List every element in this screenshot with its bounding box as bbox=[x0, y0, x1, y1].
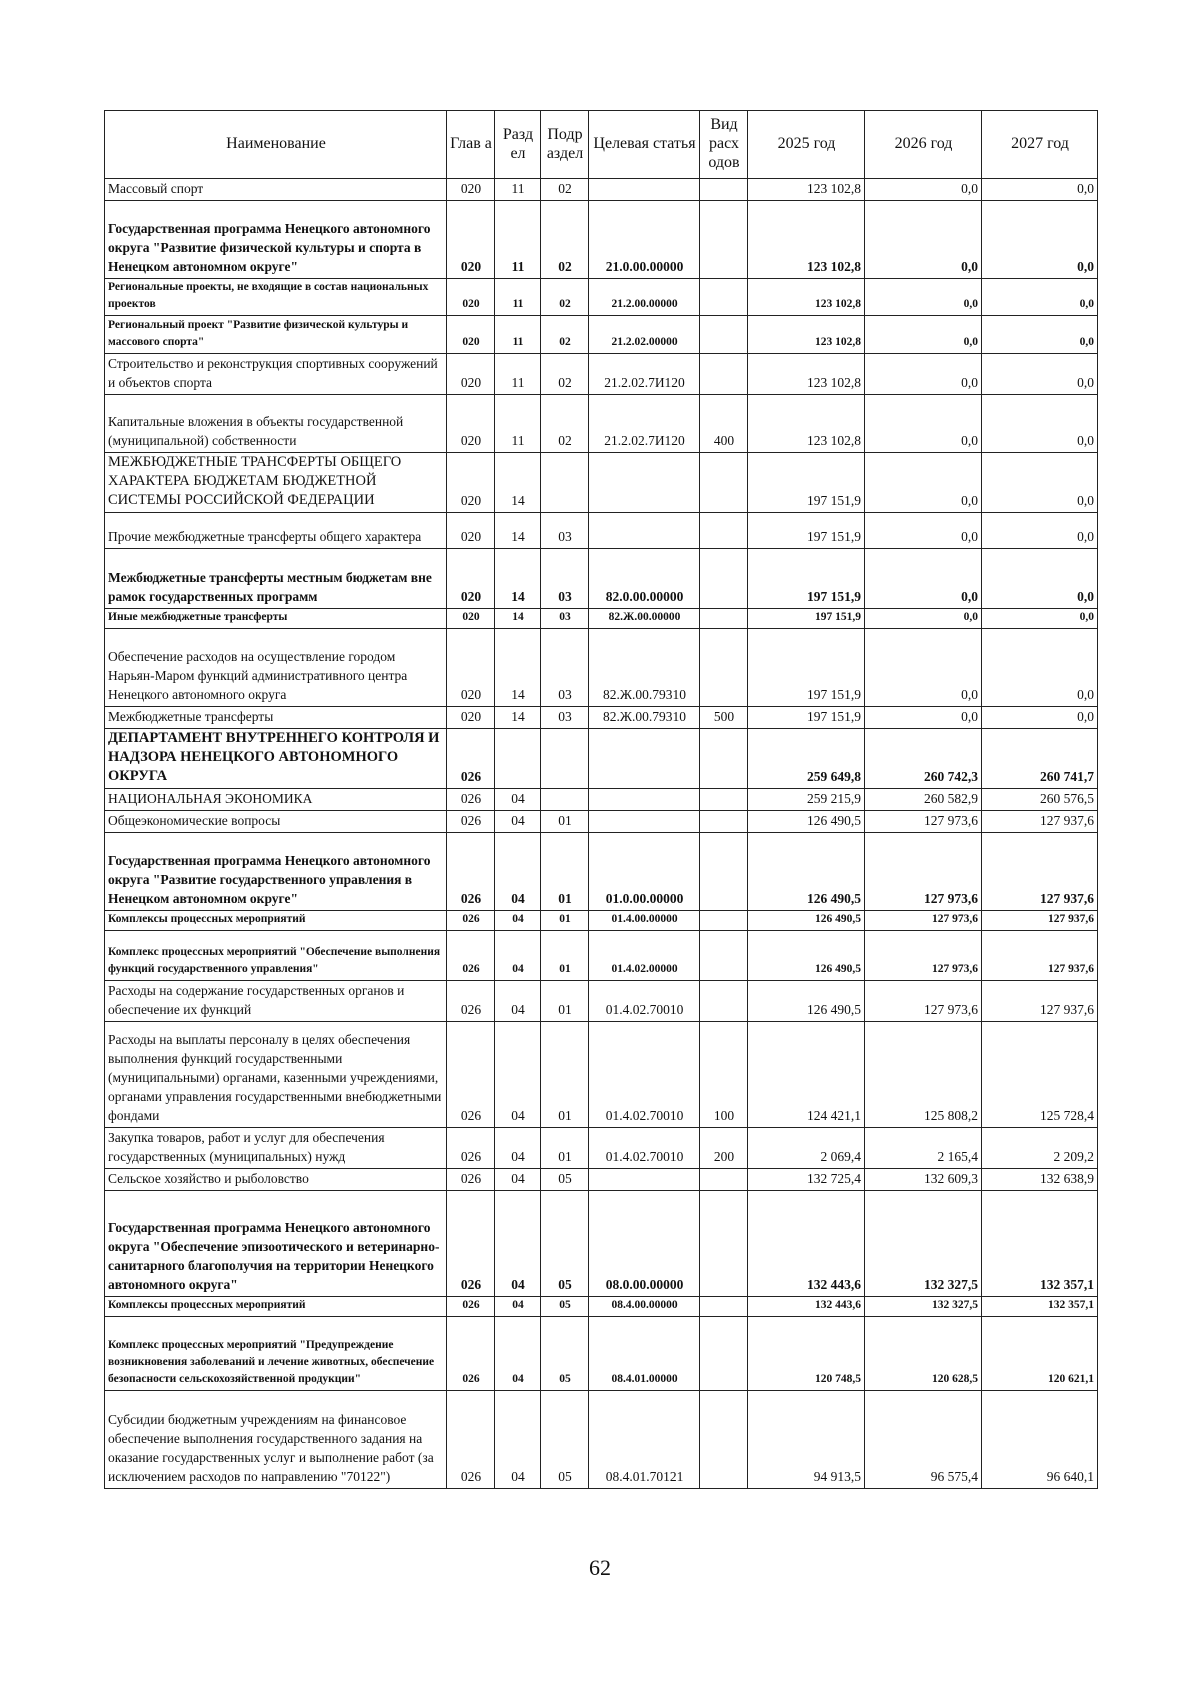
row-vid-cell bbox=[700, 1317, 748, 1391]
row-razdel-cell: 11 bbox=[495, 201, 541, 279]
row-2026-cell: 0,0 bbox=[865, 395, 982, 453]
row-podrazdel-cell: 02 bbox=[541, 395, 589, 453]
row-glava-cell: 026 bbox=[447, 1022, 495, 1128]
row-glava-cell: 020 bbox=[447, 395, 495, 453]
row-2025-cell: 123 102,8 bbox=[748, 395, 865, 453]
row-statya-cell: 82.0.00.00000 bbox=[589, 549, 700, 609]
row-statya-cell bbox=[589, 1169, 700, 1191]
row-2025-cell: 94 913,5 bbox=[748, 1391, 865, 1489]
row-vid-cell bbox=[700, 513, 748, 549]
row-statya-cell: 21.2.00.00000 bbox=[589, 279, 700, 316]
row-statya-cell bbox=[589, 513, 700, 549]
row-2026-cell: 0,0 bbox=[865, 609, 982, 629]
row-name-cell: Комплексы процессных мероприятий bbox=[105, 911, 447, 931]
row-2027-cell: 0,0 bbox=[982, 629, 1098, 707]
table-row bbox=[105, 316, 1098, 354]
row-razdel-cell: 14 bbox=[495, 629, 541, 707]
row-name-cell: Субсидии бюджетным учреждениям на финансовое обеспечение выполнения государственного задания на оказание государственных услуг и выполнение работ (за исключением расходов по направлению "70122") bbox=[105, 1391, 447, 1489]
row-2027-cell: 127 937,6 bbox=[982, 981, 1098, 1022]
row-2027-cell: 0,0 bbox=[982, 354, 1098, 395]
row-2027-cell: 0,0 bbox=[982, 453, 1098, 513]
row-vid-cell bbox=[700, 911, 748, 931]
row-2026-cell: 260 742,3 bbox=[865, 729, 982, 789]
row-2027-cell: 127 937,6 bbox=[982, 833, 1098, 911]
row-2025-cell: 126 490,5 bbox=[748, 931, 865, 981]
row-podrazdel-cell: 01 bbox=[541, 811, 589, 833]
row-glava-cell: 026 bbox=[447, 1297, 495, 1317]
row-vid-cell bbox=[700, 789, 748, 811]
row-vid-cell bbox=[700, 354, 748, 395]
row-glava-cell: 020 bbox=[447, 707, 495, 729]
row-podrazdel-cell bbox=[541, 453, 589, 513]
row-2027-cell: 132 638,9 bbox=[982, 1169, 1098, 1191]
row-2027-cell: 132 357,1 bbox=[982, 1297, 1098, 1317]
row-razdel-cell: 14 bbox=[495, 453, 541, 513]
row-vid-cell bbox=[700, 201, 748, 279]
row-2027-cell: 0,0 bbox=[982, 609, 1098, 629]
row-statya-cell: 08.4.01.00000 bbox=[589, 1317, 700, 1391]
row-2026-cell: 0,0 bbox=[865, 201, 982, 279]
row-statya-cell: 08.4.01.70121 bbox=[589, 1391, 700, 1489]
row-name-cell: Закупка товаров, работ и услуг для обеспечения государственных (муниципальных) нужд bbox=[105, 1128, 447, 1169]
row-2026-cell: 127 973,6 bbox=[865, 811, 982, 833]
row-vid-cell bbox=[700, 833, 748, 911]
row-podrazdel-cell: 05 bbox=[541, 1297, 589, 1317]
table-row bbox=[105, 1391, 1098, 1489]
table-row bbox=[105, 729, 1098, 789]
row-2025-cell: 123 102,8 bbox=[748, 316, 865, 354]
row-2025-cell: 259 649,8 bbox=[748, 729, 865, 789]
table-row bbox=[105, 1297, 1098, 1317]
table-row bbox=[105, 549, 1098, 609]
table-row bbox=[105, 513, 1098, 549]
row-name-cell: МЕЖБЮДЖЕТНЫЕ ТРАНСФЕРТЫ ОБЩЕГО ХАРАКТЕРА БЮДЖЕТАМ БЮДЖЕТНОЙ СИСТЕМЫ РОССИЙСКОЙ ФЕДЕРАЦИИ bbox=[105, 453, 447, 513]
row-2025-cell: 120 748,5 bbox=[748, 1317, 865, 1391]
row-razdel-cell: 11 bbox=[495, 316, 541, 354]
row-2026-cell: 125 808,2 bbox=[865, 1022, 982, 1128]
row-name-cell: Массовый спорт bbox=[105, 179, 447, 201]
row-glava-cell: 026 bbox=[447, 833, 495, 911]
row-2026-cell: 0,0 bbox=[865, 279, 982, 316]
row-glava-cell: 026 bbox=[447, 1391, 495, 1489]
row-2025-cell: 132 725,4 bbox=[748, 1169, 865, 1191]
row-2026-cell: 0,0 bbox=[865, 707, 982, 729]
row-glava-cell: 026 bbox=[447, 931, 495, 981]
row-2025-cell: 124 421,1 bbox=[748, 1022, 865, 1128]
row-statya-cell: 21.0.00.00000 bbox=[589, 201, 700, 279]
row-podrazdel-cell: 01 bbox=[541, 1022, 589, 1128]
table-row bbox=[105, 1191, 1098, 1297]
row-vid-cell bbox=[700, 1191, 748, 1297]
row-2025-cell: 197 151,9 bbox=[748, 707, 865, 729]
row-glava-cell: 020 bbox=[447, 513, 495, 549]
header-glava: Глав а bbox=[447, 111, 495, 179]
row-razdel-cell: 04 bbox=[495, 911, 541, 931]
header-2026: 2026 год bbox=[865, 111, 982, 179]
table-row bbox=[105, 1128, 1098, 1169]
row-name-cell: Региональный проект "Развитие физической культуры и массового спорта" bbox=[105, 316, 447, 354]
row-podrazdel-cell: 05 bbox=[541, 1191, 589, 1297]
row-podrazdel-cell: 03 bbox=[541, 629, 589, 707]
row-vid-cell bbox=[700, 729, 748, 789]
row-2026-cell: 96 575,4 bbox=[865, 1391, 982, 1489]
table-row bbox=[105, 981, 1098, 1022]
table-row bbox=[105, 201, 1098, 279]
row-name-cell: НАЦИОНАЛЬНАЯ ЭКОНОМИКА bbox=[105, 789, 447, 811]
row-vid-cell: 200 bbox=[700, 1128, 748, 1169]
row-name-cell: Комплексы процессных мероприятий bbox=[105, 1297, 447, 1317]
row-podrazdel-cell: 02 bbox=[541, 354, 589, 395]
row-2026-cell: 2 165,4 bbox=[865, 1128, 982, 1169]
row-glava-cell: 026 bbox=[447, 1169, 495, 1191]
row-razdel-cell: 11 bbox=[495, 354, 541, 395]
row-razdel-cell: 11 bbox=[495, 279, 541, 316]
row-podrazdel-cell: 03 bbox=[541, 549, 589, 609]
row-statya-cell: 21.2.02.7И120 bbox=[589, 395, 700, 453]
row-podrazdel-cell: 05 bbox=[541, 1391, 589, 1489]
table-row bbox=[105, 811, 1098, 833]
table-row bbox=[105, 1022, 1098, 1128]
row-2027-cell: 0,0 bbox=[982, 179, 1098, 201]
row-name-cell: Прочие межбюджетные трансферты общего характера bbox=[105, 513, 447, 549]
header-2027: 2027 год bbox=[982, 111, 1098, 179]
row-2026-cell: 0,0 bbox=[865, 453, 982, 513]
row-statya-cell: 01.0.00.00000 bbox=[589, 833, 700, 911]
header-statya: Целевая статья bbox=[589, 111, 700, 179]
row-2025-cell: 259 215,9 bbox=[748, 789, 865, 811]
row-2025-cell: 126 490,5 bbox=[748, 981, 865, 1022]
table-row bbox=[105, 931, 1098, 981]
row-podrazdel-cell: 02 bbox=[541, 179, 589, 201]
row-razdel-cell: 04 bbox=[495, 1169, 541, 1191]
table-row bbox=[105, 453, 1098, 513]
row-2026-cell: 132 609,3 bbox=[865, 1169, 982, 1191]
row-statya-cell: 21.2.02.00000 bbox=[589, 316, 700, 354]
row-razdel-cell: 11 bbox=[495, 179, 541, 201]
row-razdel-cell: 04 bbox=[495, 981, 541, 1022]
row-statya-cell: 08.0.00.00000 bbox=[589, 1191, 700, 1297]
row-razdel-cell: 04 bbox=[495, 1391, 541, 1489]
row-2025-cell: 197 151,9 bbox=[748, 549, 865, 609]
row-podrazdel-cell: 02 bbox=[541, 201, 589, 279]
row-name-cell: Обеспечение расходов на осуществление городом Нарьян-Маром функций административного центра Ненецкого автономного округа bbox=[105, 629, 447, 707]
row-podrazdel-cell: 03 bbox=[541, 513, 589, 549]
row-statya-cell: 08.4.00.00000 bbox=[589, 1297, 700, 1317]
page-number: 62 bbox=[589, 1555, 611, 1580]
row-vid-cell: 500 bbox=[700, 707, 748, 729]
row-2027-cell: 120 621,1 bbox=[982, 1317, 1098, 1391]
row-razdel-cell: 04 bbox=[495, 931, 541, 981]
row-podrazdel-cell: 03 bbox=[541, 609, 589, 629]
row-2027-cell: 260 741,7 bbox=[982, 729, 1098, 789]
row-glava-cell: 020 bbox=[447, 629, 495, 707]
row-name-cell: Межбюджетные трансферты bbox=[105, 707, 447, 729]
row-glava-cell: 020 bbox=[447, 201, 495, 279]
budget-table bbox=[104, 110, 1098, 1489]
row-2025-cell: 2 069,4 bbox=[748, 1128, 865, 1169]
row-2025-cell: 123 102,8 bbox=[748, 354, 865, 395]
row-name-cell: Расходы на выплаты персоналу в целях обеспечения выполнения функций государственными (муниципальными) органами, казенными учреждениями, органами управления государственными внебюджетными фондами bbox=[105, 1022, 447, 1128]
row-vid-cell: 100 bbox=[700, 1022, 748, 1128]
row-vid-cell bbox=[700, 1391, 748, 1489]
row-2027-cell: 260 576,5 bbox=[982, 789, 1098, 811]
row-glava-cell: 026 bbox=[447, 981, 495, 1022]
row-name-cell: Капитальные вложения в объекты государственной (муниципальной) собственности bbox=[105, 395, 447, 453]
row-2026-cell: 0,0 bbox=[865, 354, 982, 395]
row-statya-cell: 82.Ж.00.00000 bbox=[589, 609, 700, 629]
row-name-cell: ДЕПАРТАМЕНТ ВНУТРЕННЕГО КОНТРОЛЯ И НАДЗОРА НЕНЕЦКОГО АВТОНОМНОГО ОКРУГА bbox=[105, 729, 447, 789]
row-podrazdel-cell: 03 bbox=[541, 707, 589, 729]
row-podrazdel-cell bbox=[541, 789, 589, 811]
row-statya-cell: 01.4.02.70010 bbox=[589, 1128, 700, 1169]
row-2026-cell: 0,0 bbox=[865, 629, 982, 707]
row-2027-cell: 0,0 bbox=[982, 316, 1098, 354]
row-2025-cell: 123 102,8 bbox=[748, 201, 865, 279]
row-2027-cell: 2 209,2 bbox=[982, 1128, 1098, 1169]
header-vid: Вид расх одов bbox=[700, 111, 748, 179]
row-razdel-cell: 04 bbox=[495, 1317, 541, 1391]
row-2025-cell: 197 151,9 bbox=[748, 609, 865, 629]
row-2025-cell: 132 443,6 bbox=[748, 1297, 865, 1317]
row-vid-cell bbox=[700, 179, 748, 201]
row-razdel-cell: 04 bbox=[495, 833, 541, 911]
row-name-cell: Комплекс процессных мероприятий "Обеспечение выполнения функций государственного управления" bbox=[105, 931, 447, 981]
header-2025: 2025 год bbox=[748, 111, 865, 179]
row-2026-cell: 132 327,5 bbox=[865, 1297, 982, 1317]
row-glava-cell: 020 bbox=[447, 316, 495, 354]
row-vid-cell bbox=[700, 629, 748, 707]
row-glava-cell: 020 bbox=[447, 179, 495, 201]
row-vid-cell bbox=[700, 981, 748, 1022]
table-row bbox=[105, 833, 1098, 911]
row-glava-cell: 026 bbox=[447, 811, 495, 833]
row-statya-cell bbox=[589, 789, 700, 811]
row-name-cell: Государственная программа Ненецкого автономного округа "Обеспечение эпизоотического и ветеринарно-санитарного благополучия на территории Ненецкого автономного округа" bbox=[105, 1191, 447, 1297]
row-statya-cell: 01.4.02.70010 bbox=[589, 981, 700, 1022]
row-glava-cell: 020 bbox=[447, 609, 495, 629]
row-name-cell: Комплекс процессных мероприятий "Предупреждение возникновения заболеваний и лечение животных, обеспечение безопасности сельскохозяйственной продукции" bbox=[105, 1317, 447, 1391]
row-vid-cell bbox=[700, 549, 748, 609]
table-body bbox=[105, 179, 1098, 1489]
row-2025-cell: 197 151,9 bbox=[748, 629, 865, 707]
table-row bbox=[105, 1317, 1098, 1391]
row-2025-cell: 126 490,5 bbox=[748, 833, 865, 911]
row-2026-cell: 0,0 bbox=[865, 316, 982, 354]
row-statya-cell: 01.4.00.00000 bbox=[589, 911, 700, 931]
row-statya-cell bbox=[589, 179, 700, 201]
row-glava-cell: 026 bbox=[447, 729, 495, 789]
row-glava-cell: 026 bbox=[447, 911, 495, 931]
row-vid-cell bbox=[700, 279, 748, 316]
row-vid-cell bbox=[700, 1297, 748, 1317]
row-razdel-cell: 04 bbox=[495, 811, 541, 833]
row-2027-cell: 96 640,1 bbox=[982, 1391, 1098, 1489]
row-glava-cell: 026 bbox=[447, 1317, 495, 1391]
header-podrazdel: Подр аздел bbox=[541, 111, 589, 179]
row-podrazdel-cell: 01 bbox=[541, 833, 589, 911]
row-razdel-cell: 11 bbox=[495, 395, 541, 453]
row-name-cell: Расходы на содержание государственных органов и обеспечение их функций bbox=[105, 981, 447, 1022]
row-2027-cell: 0,0 bbox=[982, 707, 1098, 729]
row-podrazdel-cell: 01 bbox=[541, 931, 589, 981]
row-2026-cell: 120 628,5 bbox=[865, 1317, 982, 1391]
row-podrazdel-cell bbox=[541, 729, 589, 789]
row-glava-cell: 026 bbox=[447, 789, 495, 811]
row-razdel-cell: 04 bbox=[495, 1022, 541, 1128]
row-razdel-cell: 14 bbox=[495, 609, 541, 629]
row-statya-cell: 82.Ж.00.79310 bbox=[589, 707, 700, 729]
row-2027-cell: 0,0 bbox=[982, 513, 1098, 549]
row-statya-cell bbox=[589, 729, 700, 789]
row-2025-cell: 126 490,5 bbox=[748, 911, 865, 931]
row-podrazdel-cell: 01 bbox=[541, 981, 589, 1022]
row-name-cell: Государственная программа Ненецкого автономного округа "Развитие государственного управления в Ненецком автономном округе" bbox=[105, 833, 447, 911]
row-glava-cell: 020 bbox=[447, 453, 495, 513]
row-vid-cell bbox=[700, 1169, 748, 1191]
row-2026-cell: 0,0 bbox=[865, 549, 982, 609]
header-name: Наименование bbox=[105, 111, 447, 179]
row-razdel-cell: 14 bbox=[495, 549, 541, 609]
row-podrazdel-cell: 02 bbox=[541, 316, 589, 354]
header-row bbox=[105, 111, 1098, 179]
row-statya-cell: 01.4.02.70010 bbox=[589, 1022, 700, 1128]
row-2025-cell: 126 490,5 bbox=[748, 811, 865, 833]
row-vid-cell bbox=[700, 811, 748, 833]
row-razdel-cell: 04 bbox=[495, 1191, 541, 1297]
row-2027-cell: 0,0 bbox=[982, 279, 1098, 316]
row-razdel-cell bbox=[495, 729, 541, 789]
row-name-cell: Иные межбюджетные трансферты bbox=[105, 609, 447, 629]
header-razdel: Разд ел bbox=[495, 111, 541, 179]
row-name-cell: Межбюджетные трансферты местным бюджетам вне рамок государственных программ bbox=[105, 549, 447, 609]
row-2026-cell: 127 973,6 bbox=[865, 833, 982, 911]
table-row bbox=[105, 279, 1098, 316]
row-vid-cell bbox=[700, 609, 748, 629]
table-row bbox=[105, 789, 1098, 811]
row-glava-cell: 020 bbox=[447, 279, 495, 316]
row-name-cell: Региональные проекты, не входящие в состав национальных проектов bbox=[105, 279, 447, 316]
row-podrazdel-cell: 01 bbox=[541, 1128, 589, 1169]
row-2027-cell: 127 937,6 bbox=[982, 811, 1098, 833]
row-statya-cell: 82.Ж.00.79310 bbox=[589, 629, 700, 707]
row-razdel-cell: 04 bbox=[495, 789, 541, 811]
row-2025-cell: 197 151,9 bbox=[748, 513, 865, 549]
row-podrazdel-cell: 05 bbox=[541, 1169, 589, 1191]
row-glava-cell: 026 bbox=[447, 1191, 495, 1297]
table-row bbox=[105, 609, 1098, 629]
row-statya-cell: 21.2.02.7И120 bbox=[589, 354, 700, 395]
row-2027-cell: 127 937,6 bbox=[982, 911, 1098, 931]
row-razdel-cell: 14 bbox=[495, 513, 541, 549]
row-vid-cell bbox=[700, 316, 748, 354]
row-2027-cell: 0,0 bbox=[982, 549, 1098, 609]
row-name-cell: Строительство и реконструкция спортивных сооружений и объектов спорта bbox=[105, 354, 447, 395]
row-statya-cell: 01.4.02.00000 bbox=[589, 931, 700, 981]
row-2026-cell: 0,0 bbox=[865, 179, 982, 201]
row-vid-cell bbox=[700, 931, 748, 981]
row-2025-cell: 123 102,8 bbox=[748, 279, 865, 316]
row-2026-cell: 127 973,6 bbox=[865, 931, 982, 981]
table-row bbox=[105, 179, 1098, 201]
row-2026-cell: 0,0 bbox=[865, 513, 982, 549]
table-row bbox=[105, 395, 1098, 453]
row-podrazdel-cell: 05 bbox=[541, 1317, 589, 1391]
row-statya-cell bbox=[589, 453, 700, 513]
row-statya-cell bbox=[589, 811, 700, 833]
row-2027-cell: 0,0 bbox=[982, 395, 1098, 453]
row-name-cell: Государственная программа Ненецкого автономного округа "Развитие физической культуры и спорта в Ненецком автономном округе" bbox=[105, 201, 447, 279]
row-glava-cell: 020 bbox=[447, 549, 495, 609]
row-razdel-cell: 04 bbox=[495, 1128, 541, 1169]
row-2025-cell: 123 102,8 bbox=[748, 179, 865, 201]
row-vid-cell: 400 bbox=[700, 395, 748, 453]
row-2026-cell: 127 973,6 bbox=[865, 981, 982, 1022]
row-name-cell: Общеэкономические вопросы bbox=[105, 811, 447, 833]
row-2027-cell: 0,0 bbox=[982, 201, 1098, 279]
row-2027-cell: 132 357,1 bbox=[982, 1191, 1098, 1297]
table-row bbox=[105, 354, 1098, 395]
row-2027-cell: 125 728,4 bbox=[982, 1022, 1098, 1128]
row-2025-cell: 197 151,9 bbox=[748, 453, 865, 513]
table-row bbox=[105, 911, 1098, 931]
row-glava-cell: 026 bbox=[447, 1128, 495, 1169]
table-row bbox=[105, 707, 1098, 729]
row-podrazdel-cell: 01 bbox=[541, 911, 589, 931]
row-2026-cell: 127 973,6 bbox=[865, 911, 982, 931]
row-2027-cell: 127 937,6 bbox=[982, 931, 1098, 981]
row-2026-cell: 132 327,5 bbox=[865, 1191, 982, 1297]
row-podrazdel-cell: 02 bbox=[541, 279, 589, 316]
row-glava-cell: 020 bbox=[447, 354, 495, 395]
table-row bbox=[105, 629, 1098, 707]
row-razdel-cell: 14 bbox=[495, 707, 541, 729]
row-razdel-cell: 04 bbox=[495, 1297, 541, 1317]
row-2026-cell: 260 582,9 bbox=[865, 789, 982, 811]
table-row bbox=[105, 1169, 1098, 1191]
row-2025-cell: 132 443,6 bbox=[748, 1191, 865, 1297]
row-vid-cell bbox=[700, 453, 748, 513]
row-name-cell: Сельское хозяйство и рыболовство bbox=[105, 1169, 447, 1191]
